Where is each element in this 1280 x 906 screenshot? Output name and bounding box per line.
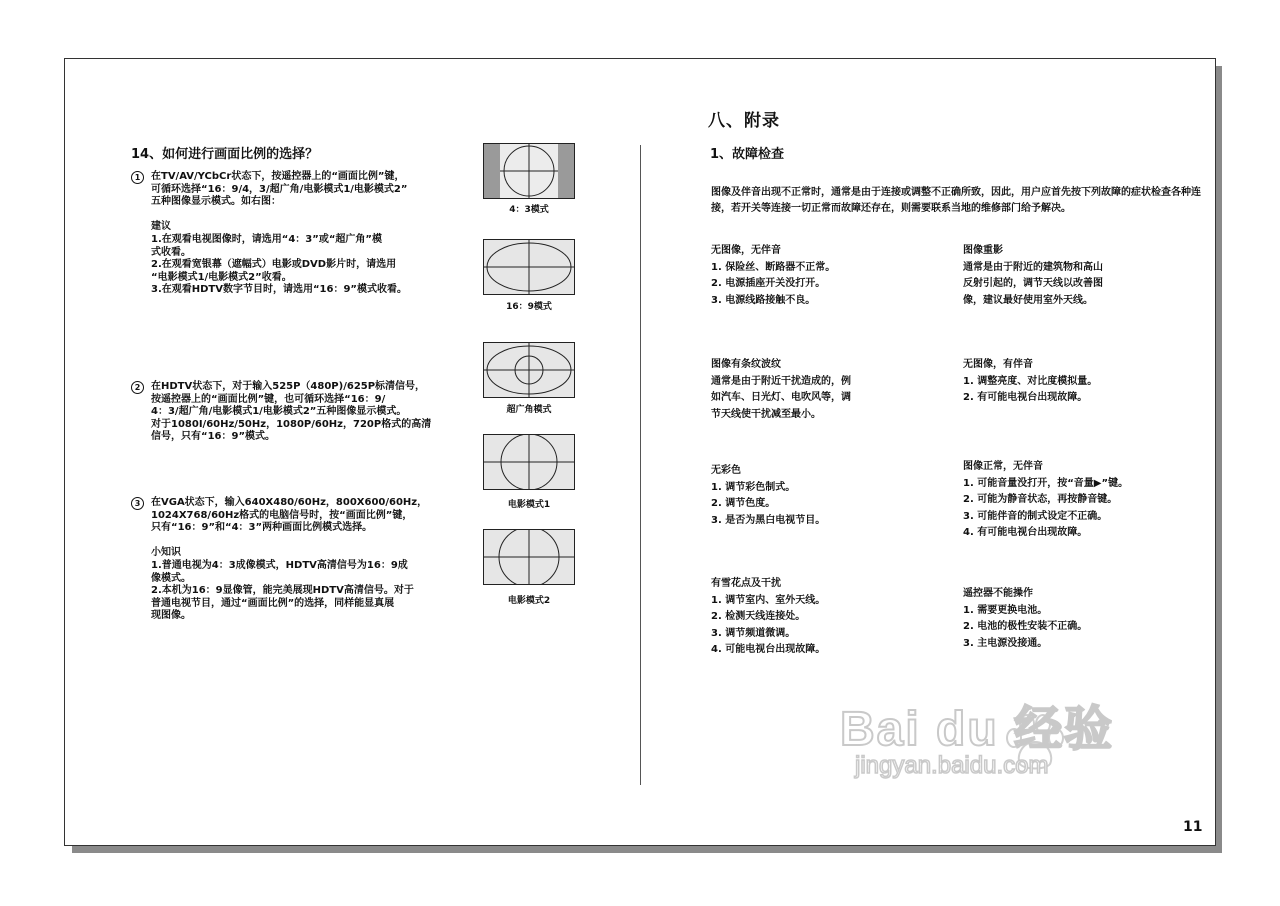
trouble-line: 通常是由于附近干扰造成的，例 — [711, 375, 851, 387]
trouble-line: 2. 有可能电视台出现故障。 — [963, 392, 1088, 403]
trouble-line: 2. 调节色度。 — [711, 498, 776, 509]
item-2-bullet: 2 — [131, 381, 144, 394]
trouble-line: 节天线使干扰减至最小。 — [711, 408, 821, 420]
trouble-line: 通常是由于附近的建筑物和高山 — [963, 261, 1103, 273]
trouble-line: 3. 调节频道微调。 — [711, 627, 796, 639]
trouble-title: 图像正常，无伴音 — [963, 461, 1043, 472]
trouble-line: 3. 是否为黑白电视节目。 — [711, 514, 826, 526]
trouble-line: 1. 调节室内、室外天线。 — [711, 594, 826, 606]
trouble-line: 3. 可能伴音的制式设定不正确。 — [963, 510, 1108, 522]
trouble-snow-interference — [711, 576, 825, 659]
trouble-line: 2. 可能为静音状态，再按静音键。 — [963, 494, 1118, 505]
watermark-logo: Bai du 经验 — [840, 703, 1115, 756]
trouble-line: 3. 电源线路接触不良。 — [711, 294, 816, 306]
figure-wide-mode — [483, 342, 575, 398]
trouble-title: 无彩色 — [711, 465, 741, 476]
item-1-note-lines: 1.在观看电视图像时，请选用“4：3”或“超广角”模 式收看。 2.在观看宽银幕（遮幅式）电影或DVD影片时，请选用 “电影模式1/电影模式2”收看。 3.在观看HDTV数字节目时，请选用“16：9”模式收看。 — [151, 234, 408, 295]
figure-caption-4-3: 4：3模式 — [509, 205, 549, 215]
section-title: 1、故障检查 — [710, 147, 785, 162]
figure-caption-16-9: 16：9模式 — [506, 302, 552, 312]
trouble-title: 有雪花点及干扰 — [711, 578, 781, 589]
item-3-bullet: 3 — [131, 497, 144, 510]
item-3-text: 在VGA状态下，输入640X480/60Hz，800X600/60Hz， 1024X768/60Hz格式的电脑信号时，按“画面比例”键， 只有“16：9”和“4：3”两种画面比例模式选择。 — [151, 497, 428, 533]
watermark-url: jingyan.baidu.com — [855, 752, 1049, 779]
trouble-no-picture-with-sound — [963, 357, 1097, 407]
figure-movie-mode-1 — [483, 434, 575, 490]
trouble-line: 1. 保险丝、断路器不正常。 — [711, 261, 836, 273]
item-1-text: 在TV/AV/YCbCr状态下，按遥控器上的“画面比例”键， 可循环选择“16：9/4，3/超广角/电影模式1/电影模式2” 五种图像显示模式。如右图： — [151, 171, 408, 207]
item-1-bullet: 1 — [131, 171, 144, 184]
figure-caption-movie-1: 电影模式1 — [507, 500, 551, 510]
trouble-title: 遥控器不能操作 — [963, 588, 1033, 599]
figure-caption-wide: 超广角模式 — [506, 405, 552, 415]
trouble-line: 1. 需要更换电池。 — [963, 604, 1048, 616]
trouble-line: 1. 可能音量没打开，按“音量▶”键。 — [963, 477, 1129, 489]
trouble-line: 4. 可能电视台出现故障。 — [711, 644, 826, 655]
trouble-line: 3. 主电源没接通。 — [963, 637, 1048, 649]
trouble-remote-not-working — [963, 586, 1087, 652]
trouble-title: 无图像，无伴音 — [711, 245, 781, 256]
figure-16-9-mode — [483, 239, 575, 295]
trouble-line: 反射引起的，调节天线以改善图 — [963, 278, 1103, 289]
figure-movie-mode-2 — [483, 529, 575, 585]
trouble-line: 像，建议最好使用室外天线。 — [963, 294, 1093, 306]
trouble-picture-ok-no-sound — [963, 459, 1128, 542]
trouble-line: 2. 检测天线连接处。 — [711, 611, 806, 622]
trouble-title: 无图像，有伴音 — [963, 359, 1033, 370]
intro-paragraph: 图像及伴音出现不正常时，通常是由于连接或调整不正确所致，因此，用户应首先按下列故障的症状检查各种连接，若开关等连接一切正常而故障还存在，则需要联系当地的维修部门给予解决。 — [711, 187, 1201, 214]
trouble-ghosting — [963, 243, 1103, 309]
column-divider — [640, 145, 641, 785]
figure-4-3-mode — [483, 143, 575, 199]
trouble-title: 图像有条纹波纹 — [711, 359, 781, 370]
item-3-note-title: 小知识 — [151, 547, 181, 558]
item-2-text: 在HDTV状态下，对于输入525P（480P)/625P标清信号， 按遥控器上的“画面比例”键，也可循环选择“16：9/ 4：3/超广角/电影模式1/电影模式2”五种图像显示模式。 对于1080I/60Hz/50Hz，1080P/60Hz，720P格式的高清 信号，只有“16：9”模式。 — [151, 381, 432, 442]
trouble-line: 1. 调节彩色制式。 — [711, 481, 796, 493]
trouble-title: 图像重影 — [963, 245, 1003, 256]
trouble-line: 如汽车、日光灯、电吹风等，调 — [711, 392, 851, 403]
chapter-title: 八、附录 — [708, 111, 780, 131]
item-1-note-title: 建议 — [151, 221, 171, 232]
question-title: 14、如何进行画面比例的选择？ — [131, 147, 319, 162]
trouble-no-picture-no-sound — [711, 243, 835, 309]
trouble-line: 2. 电池的极性安装不正确。 — [963, 621, 1088, 632]
item-3-note-lines: 1.普通电视为4：3成像模式，HDTV高清信号为16：9成 像模式。 2.本机为16：9显像管，能完美展现HDTV高清信号。对于 普通电视节目，通过“画面比例”的选择，同样能显真展 现图像。 — [151, 560, 414, 621]
trouble-line: 4. 有可能电视台出现故障。 — [963, 527, 1088, 538]
trouble-line: 1. 调整亮度、对比度模拟量。 — [963, 375, 1098, 387]
figure-caption-movie-2: 电影模式2 — [507, 596, 551, 606]
trouble-stripes — [711, 357, 851, 423]
trouble-no-color — [711, 463, 825, 529]
page-number: 11 — [1183, 819, 1203, 835]
trouble-line: 2. 电源插座开关没打开。 — [711, 278, 826, 289]
